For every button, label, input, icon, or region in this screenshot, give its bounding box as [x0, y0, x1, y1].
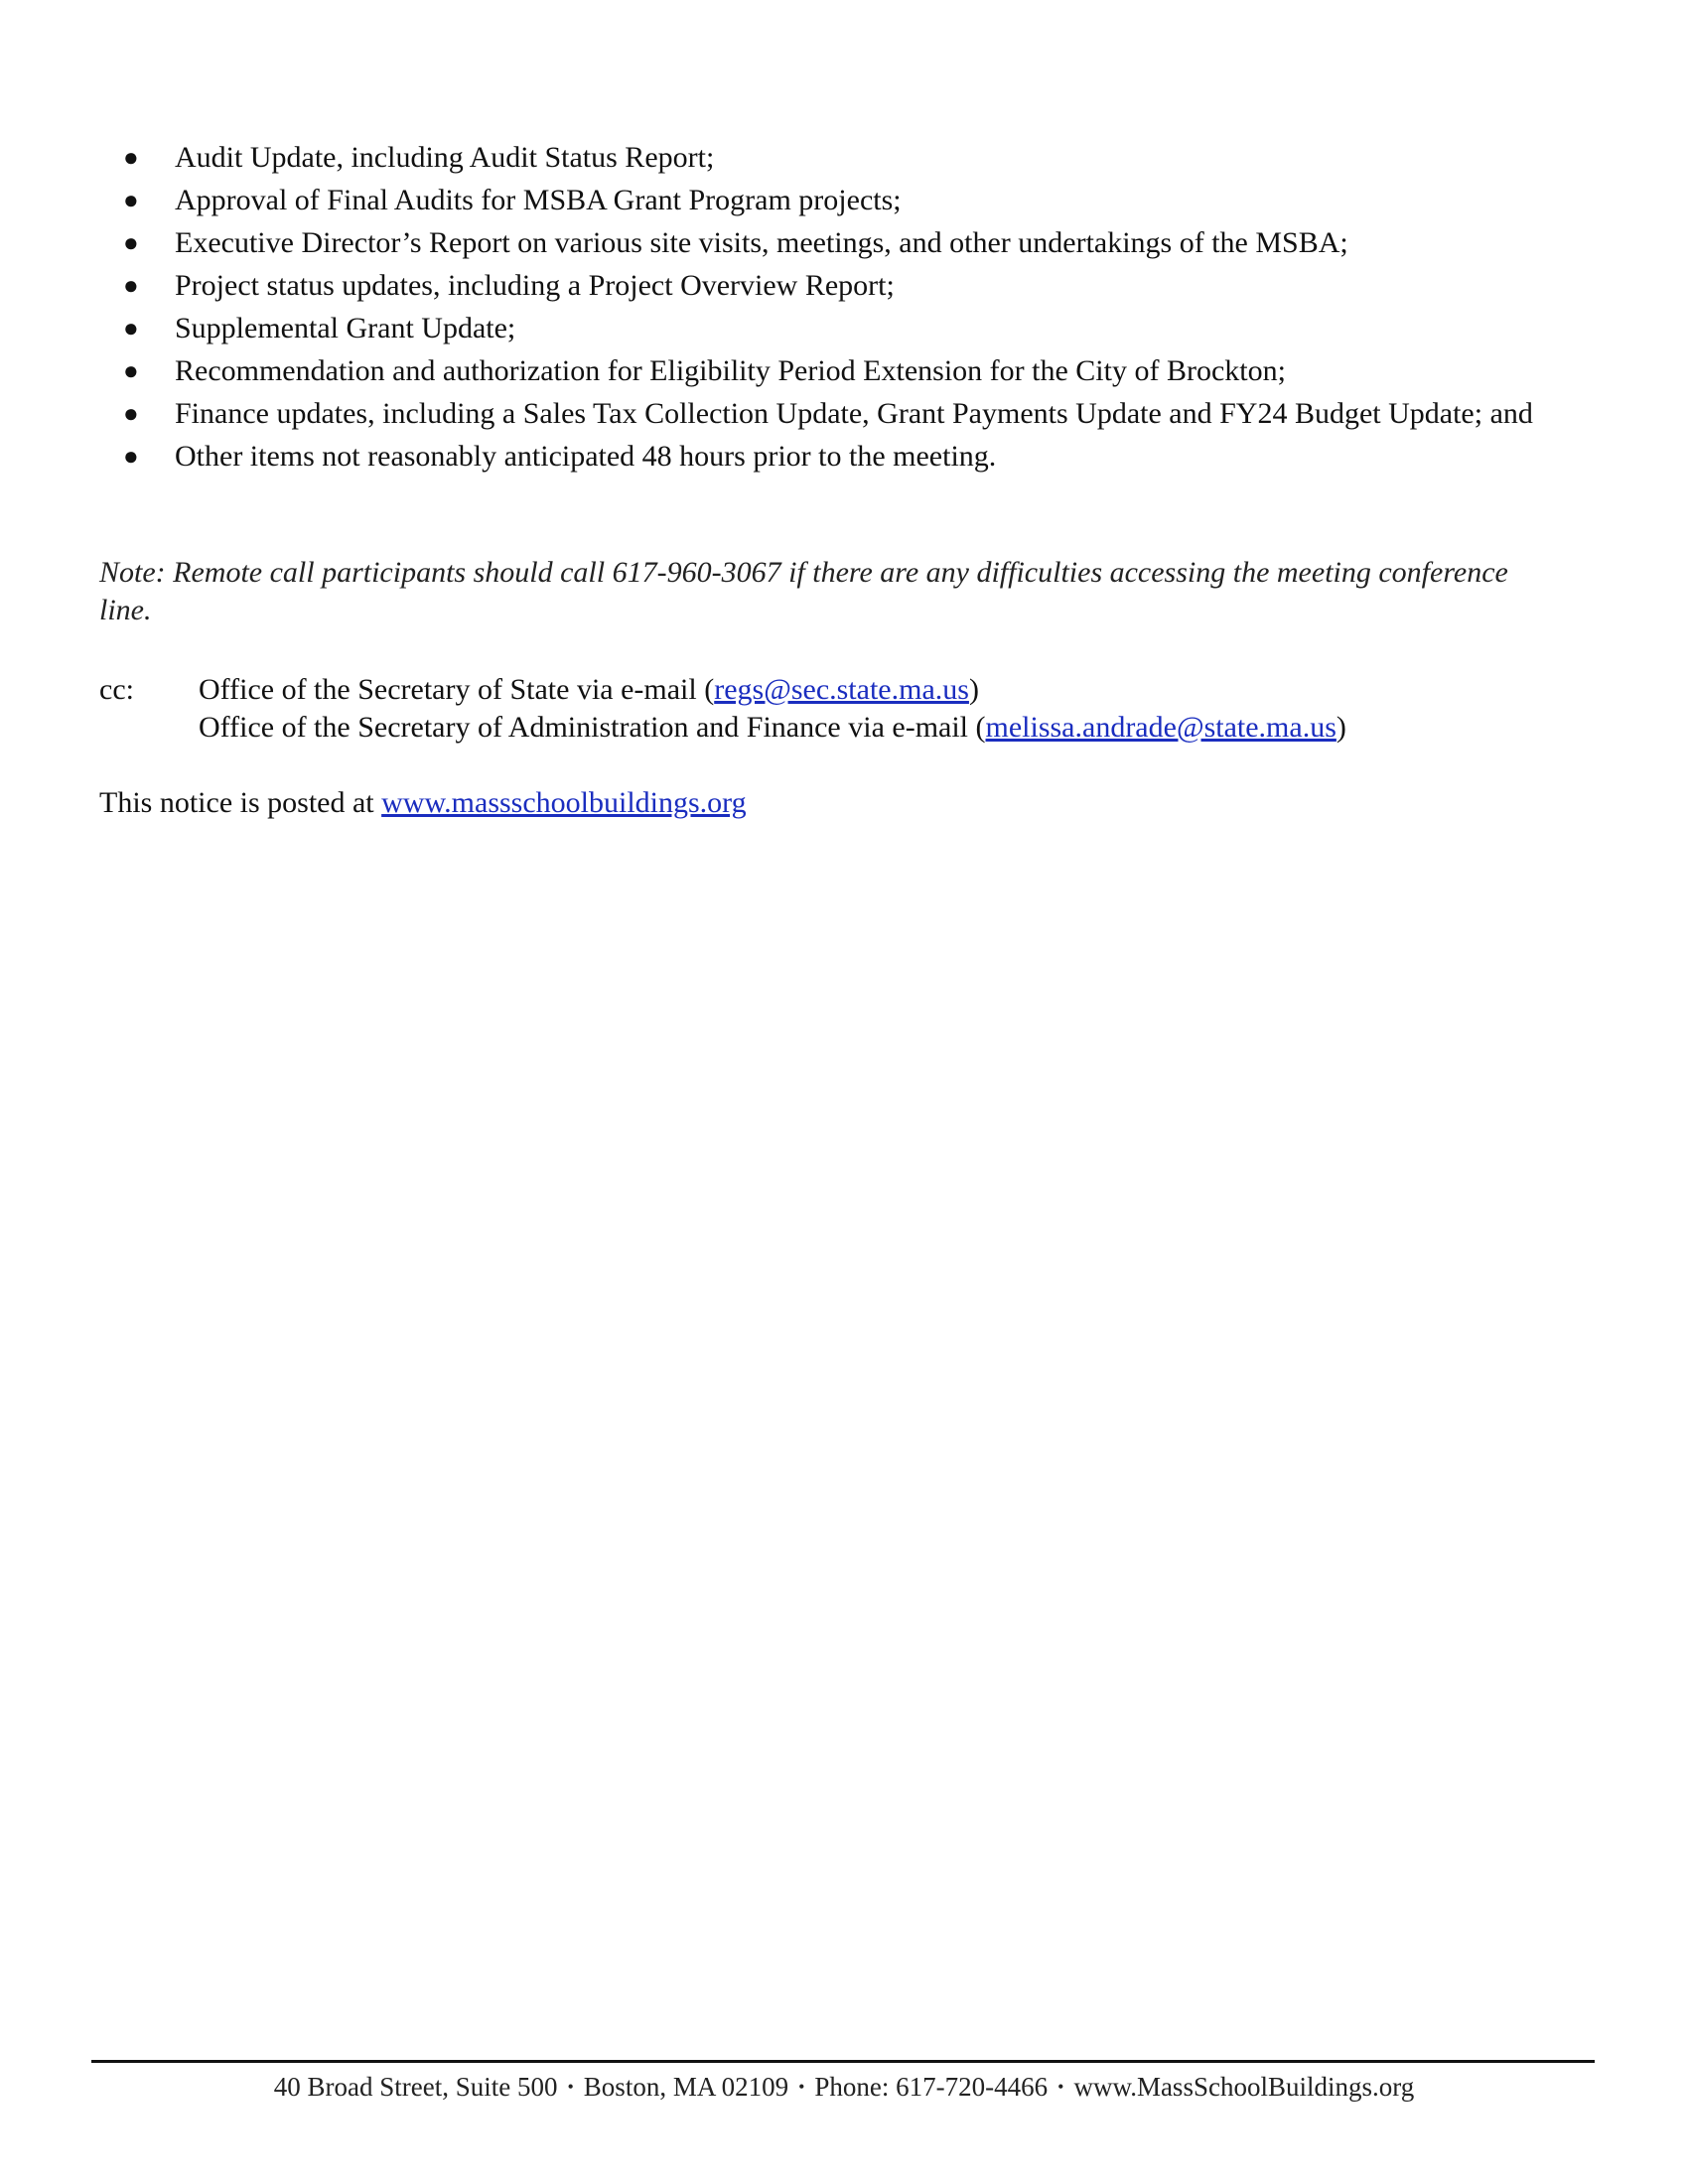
cc-recipient-text: Office of the Secretary of State via e-mail (: [199, 673, 715, 706]
footer-separator: •: [567, 2077, 574, 2097]
agenda-item: [99, 308, 1549, 349]
cc-recipient-text: Office of the Secretary of Administration and Finance via e-mail (: [199, 711, 986, 744]
footer-separator: •: [1057, 2077, 1064, 2097]
agenda-item: [99, 180, 1549, 221]
bullet-icon: ●: [123, 228, 139, 257]
cc-recipient-secretary-of-state: [199, 671, 1589, 709]
cc-label: cc:: [99, 673, 134, 706]
agenda-item-text: Audit Update, including Audit Status Report;: [175, 141, 715, 174]
remote-call-note: Note: Remote call participants should call 617-960-3067 if there are any difficulties accessing the meeting conference line.: [99, 556, 1508, 626]
bullet-icon: ●: [123, 271, 139, 300]
agenda-item-text: Executive Director’s Report on various site visits, meetings, and other undertakings of the MSBA;: [175, 226, 1348, 259]
agenda-item-text: Other items not reasonably anticipated 48 hours prior to the meeting.: [175, 440, 997, 473]
agenda-item: [99, 436, 1549, 478]
footer-address: 40 Broad Street, Suite 500: [273, 2072, 558, 2102]
bullet-icon: ●: [123, 442, 139, 471]
footer-divider: [91, 2060, 1595, 2063]
bullet-icon: ●: [123, 356, 139, 385]
bullet-icon: ●: [123, 143, 139, 172]
bullet-icon: ●: [123, 314, 139, 342]
cc-recipient-suffix: ): [968, 673, 979, 706]
agenda-item: [99, 265, 1549, 307]
email-link-regs[interactable]: regs@sec.state.ma.us: [714, 673, 969, 706]
cc-recipient-suffix: ): [1336, 711, 1346, 744]
footer-website: www.MassSchoolBuildings.org: [1073, 2072, 1415, 2102]
agenda-item: [99, 393, 1549, 435]
agenda-item-text: Recommendation and authorization for Eligibility Period Extension for the City of Brockton;: [175, 354, 1286, 387]
agenda-item-text: Project status updates, including a Project Overview Report;: [175, 269, 895, 302]
agenda-item: [99, 222, 1549, 264]
website-link[interactable]: www.massschoolbuildings.org: [381, 786, 747, 819]
agenda-item-text: Finance updates, including a Sales Tax Collection Update, Grant Payments Update and FY24 Budget Update; and: [175, 397, 1533, 430]
agenda-item: [99, 350, 1549, 392]
footer-separator: •: [798, 2077, 805, 2097]
email-link-melissa-andrade[interactable]: melissa.andrade@state.ma.us: [985, 711, 1336, 744]
agenda-item-text: Supplemental Grant Update;: [175, 312, 516, 344]
agenda-item-text: Approval of Final Audits for MSBA Grant Program projects;: [175, 184, 902, 216]
cc-recipients: [199, 671, 1589, 747]
footer-city: Boston, MA 02109: [583, 2072, 789, 2102]
posted-notice-text: This notice is posted at: [99, 786, 382, 819]
bullet-icon: ●: [123, 186, 139, 214]
agenda-item: [99, 137, 1549, 179]
cc-recipient-admin-finance: [199, 709, 1589, 747]
bullet-icon: ●: [123, 399, 139, 428]
posted-notice: [99, 784, 747, 822]
agenda-list: [99, 137, 1549, 478]
footer-phone: Phone: 617-720-4466: [814, 2072, 1049, 2102]
page-footer: [0, 2069, 1688, 2108]
